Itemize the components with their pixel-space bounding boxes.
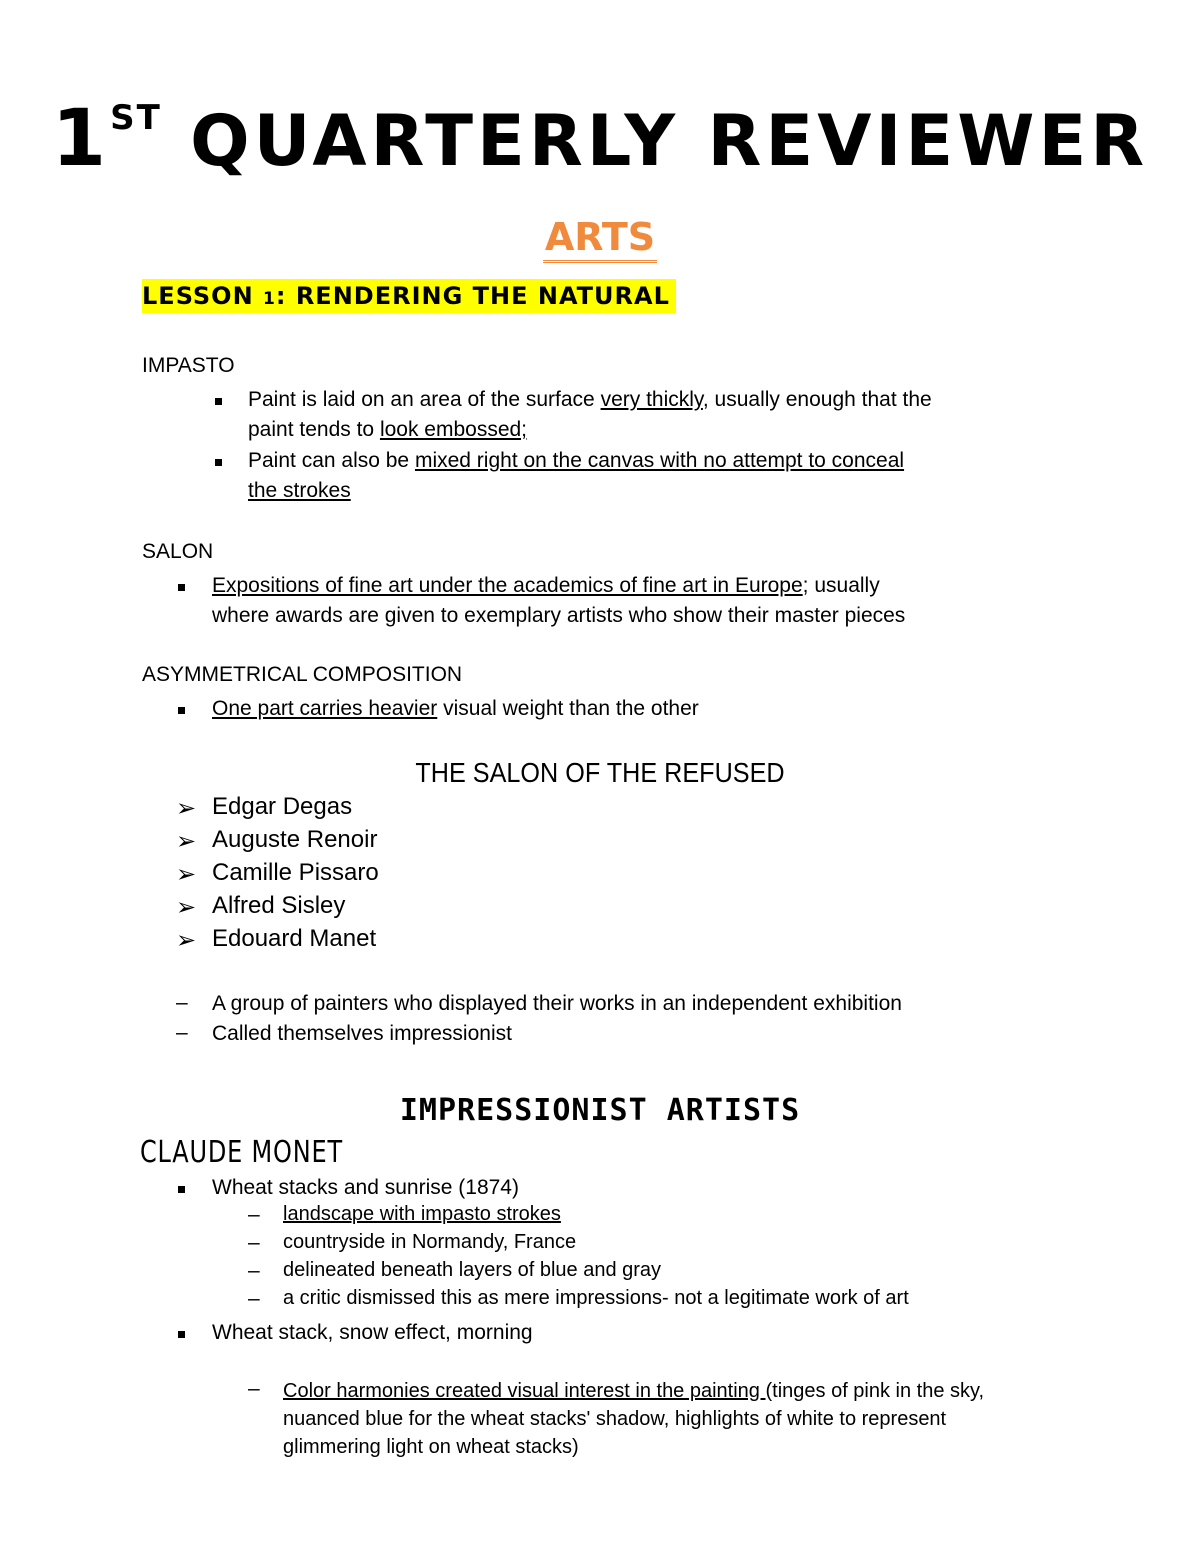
underlined-text: the strokes <box>248 479 351 502</box>
lesson-heading <box>142 279 676 313</box>
arrow-bullet-icon: ➢ <box>176 926 197 954</box>
subject-heading <box>0 215 1200 259</box>
text-segment: where awards are given to exemplary artists who show their master pieces <box>212 604 906 627</box>
asymmetrical-bullet-1 <box>212 694 699 724</box>
page-title <box>0 94 1200 184</box>
bullet-square-icon <box>178 584 185 591</box>
text-segment: Paint is laid on an area of the surface <box>248 388 601 411</box>
lesson-number: 1 <box>263 289 276 309</box>
arrow-bullet-icon: ➢ <box>176 827 197 855</box>
impasto-bullet-2 <box>248 446 904 506</box>
artwork-note: countryside in Normandy, France <box>283 1231 577 1253</box>
salon-bullet-1 <box>212 571 905 631</box>
underlined-text: Color harmonies created visual interest in the painting <box>283 1380 766 1402</box>
artwork-title: Wheat stacks and sunrise (1874) <box>212 1176 519 1199</box>
underlined-text: One part carries heavier <box>212 697 438 720</box>
painter-item: Camille Pissaro <box>212 859 379 886</box>
bullet-square-icon <box>215 398 222 405</box>
asymmetrical-heading: ASYMMETRICAL COMPOSITION <box>142 663 463 686</box>
text-segment: Paint can also be <box>248 449 415 472</box>
impasto-bullet-1 <box>248 385 932 445</box>
dash-bullet-icon: – <box>248 1287 260 1310</box>
title-text: QUARTERLY REVIEWER <box>190 100 1149 182</box>
impasto-heading: IMPASTO <box>142 354 235 377</box>
painter-item: Auguste Renoir <box>212 826 378 853</box>
lesson-prefix: LESSON <box>142 282 264 310</box>
text-segment: , usually enough that the <box>702 388 932 411</box>
underlined-text: mixed right on the canvas with no attempt to conceal <box>414 449 905 472</box>
arrow-bullet-icon: ➢ <box>176 860 197 888</box>
subject-label: ARTS <box>543 215 657 263</box>
text-segment: glimmering light on wheat stacks) <box>283 1436 579 1458</box>
bullet-square-icon <box>178 1186 185 1193</box>
artwork-note: landscape with impasto strokes <box>283 1203 561 1225</box>
dash-bullet-icon: – <box>176 991 188 1014</box>
artwork-note: a critic dismissed this as mere impressions- not a legitimate work of art <box>283 1287 909 1309</box>
painter-item: Edouard Manet <box>212 925 377 952</box>
title-ordinal: 1 <box>51 94 111 184</box>
painter-item: Alfred Sisley <box>212 892 346 919</box>
dash-bullet-icon: – <box>176 1021 188 1044</box>
dash-bullet-icon: – <box>248 1259 260 1282</box>
refused-note: Called themselves impressionist <box>212 1022 512 1045</box>
lesson-title: : RENDERING THE NATURAL <box>275 282 670 310</box>
salon-heading: SALON <box>142 540 214 563</box>
refused-heading: THE SALON OF THE REFUSED <box>415 757 785 788</box>
dash-bullet-icon: – <box>248 1377 260 1400</box>
bullet-square-icon <box>215 459 222 466</box>
text-segment: (tinges of pink in the sky, <box>765 1380 985 1402</box>
painter-item: Edgar Degas <box>212 793 353 820</box>
text-segment: paint tends to <box>248 418 380 441</box>
text-segment: nuanced blue for the wheat stacks' shadow, highlights of white to represent <box>283 1408 947 1430</box>
artist-name: CLAUDE MONET <box>140 1135 343 1170</box>
refused-note: A group of painters who displayed their works in an independent exhibition <box>212 992 902 1015</box>
arrow-bullet-icon: ➢ <box>176 893 197 921</box>
bullet-square-icon <box>178 707 185 714</box>
dash-bullet-icon: – <box>248 1203 260 1226</box>
artwork-note <box>283 1377 984 1461</box>
dash-bullet-icon: – <box>248 1231 260 1254</box>
artwork-title: Wheat stack, snow effect, morning <box>212 1321 533 1344</box>
impressionist-heading: IMPRESSIONIST ARTISTS <box>399 1093 801 1128</box>
arrow-bullet-icon: ➢ <box>176 794 197 822</box>
text-segment: ; usually <box>802 574 880 597</box>
title-superscript: ST <box>110 98 162 138</box>
artwork-note: delineated beneath layers of blue and gray <box>283 1259 662 1281</box>
underlined-text: Expositions of fine art under the academics of fine art in Europe <box>212 574 803 597</box>
text-segment: visual weight than the other <box>437 697 699 720</box>
underlined-text: very thickly <box>600 388 703 411</box>
bullet-square-icon <box>178 1331 185 1338</box>
underlined-text: look embossed; <box>379 418 528 441</box>
